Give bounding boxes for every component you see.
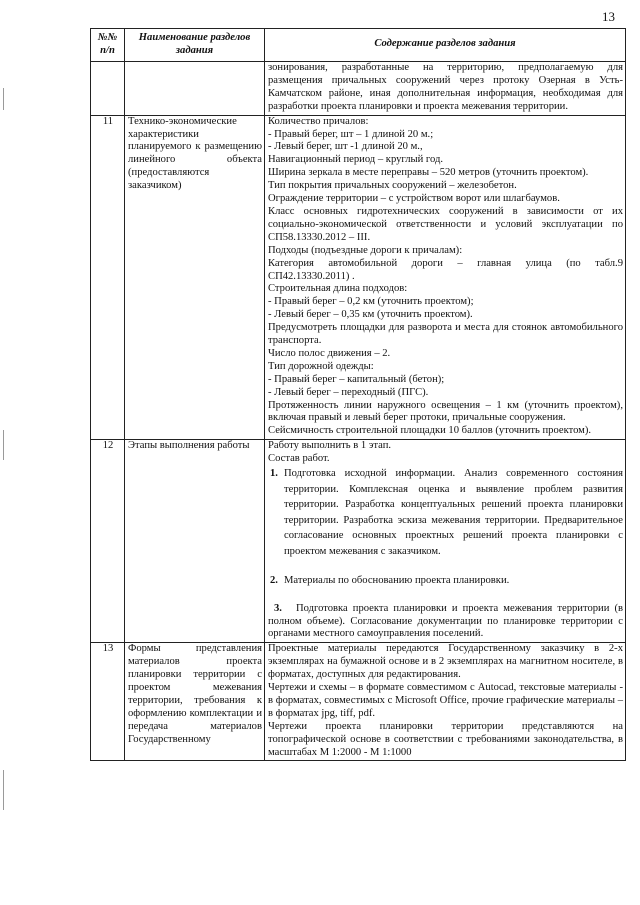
page-number: 13	[602, 9, 615, 24]
list-item	[268, 603, 623, 642]
row-number-cell	[91, 62, 125, 116]
table-row	[91, 440, 626, 643]
content-line: Состав работ.	[268, 453, 330, 465]
list-item-number: 2.	[270, 575, 278, 587]
content-line: Навигационный период – круглый год.	[268, 154, 444, 166]
content-line: Тип покрытия причальных сооружений – железобетон.	[268, 180, 517, 192]
row-content-cell	[265, 62, 626, 116]
row-content-cell	[265, 643, 626, 761]
content-line: Ограждение территории – с устройством ворот или шлагбаумов.	[268, 193, 560, 205]
list-item-text: Подготовка проекта планировки и проекта межевания территории (в полном объеме). Согласование документации по планировке территории с органами местного самоуправления поселений.	[268, 602, 623, 640]
table-row	[91, 643, 626, 761]
content-line: Подходы (подъездные дороги к причалам):	[268, 244, 463, 256]
content-line: Строительная длина подходов:	[268, 283, 408, 295]
content-line: Протяженность линии наружного освещения – 1 км (уточнить проектом), включая правый и левый берег протоки, причальные сооружения.	[268, 399, 623, 424]
list-item	[268, 466, 623, 559]
row-number-cell: 11	[91, 115, 125, 440]
table-row	[91, 62, 626, 116]
content-paragraph: Чертежи проекта планировки территории представляются на топографической основе в соответствии с требованиями законодательства, в масштабах М 1:2000 - М 1:1000	[268, 720, 623, 758]
table-header-row	[91, 29, 626, 62]
content-line: Работу выполнить в 1 этап.	[268, 440, 392, 452]
row-name-cell: Этапы выполнения работы	[125, 440, 265, 643]
row-name-cell: Формы представления материалов проекта планировки территории с проектом межевания территории, требования к оформлению комплектации и передача материалов Государственному	[125, 643, 265, 761]
row-name-cell: Технико-экономические характеристики планируемого к размещению линейного объекта (предоставляются заказчиком)	[125, 115, 265, 440]
row-number-cell: 13	[91, 643, 125, 761]
content-line: Класс основных гидротехнических сооружений в зависимости от их социально-экономической ответственности и условий эксплуатации по СП58.13330.2012 – III.	[268, 205, 623, 243]
content-line: - Правый берег, шт – 1 длиной 20 м.;	[268, 128, 434, 140]
content-line: - Левый берег – переходный (ПГС).	[268, 386, 429, 398]
list-item-number: 3.	[274, 602, 282, 614]
list-item-text: Материалы по обоснованию проекта планировки.	[284, 575, 510, 587]
scan-edge-mark	[3, 430, 4, 460]
content-line: Ширина зеркала в месте переправы – 520 метров (уточнить проектом).	[268, 167, 589, 179]
content-line: - Левый берег, шт -1 длиной 20 м.,	[268, 141, 423, 153]
content-line: Количество причалов:	[268, 115, 369, 127]
content-line: - Правый берег – капитальный (бетон);	[268, 373, 445, 385]
content-line: Категория автомобильной дороги – главная улица (по табл.9 СП42.13330.2011) .	[268, 257, 623, 282]
header-section-content: Содержание разделов задания	[265, 29, 626, 62]
content-line: Предусмотреть площадки для разворота и места для стоянок автомобильного транспорта.	[268, 322, 623, 347]
assignment-table	[90, 28, 626, 761]
content-paragraph: зонирования, разработанные на территорию, предполагаемую для размещения причальных сооружений через протоку Озерная в Усть-Камчатском районе, иная дополнительная информация, необходимая для разработки проекта планировки и проекта межевания территории.	[268, 62, 623, 112]
content-paragraph: Проектные материалы передаются Государственному заказчику в 2-х экземплярах на бумажной основе и в 2 экземплярах на магнитном носителе, в форматах, доступных для редактирования.	[268, 643, 623, 681]
row-content-cell	[265, 440, 626, 643]
content-line: Тип дорожной одежды:	[268, 360, 374, 372]
scan-edge-mark	[3, 770, 4, 810]
content-line: Сейсмичность строительной площадки 10 баллов (уточнить проектом).	[268, 425, 592, 437]
header-number: №№ п/п	[91, 29, 125, 62]
row-number-cell: 12	[91, 440, 125, 643]
header-section-name: Наименование разделов задания	[125, 29, 265, 62]
list-item-text: Подготовка исходной информации. Анализ современного состояния территории. Комплексная оценка и выявление проблем развития территории. Разработка концептуальных решений проекта планировки территории. Разработка эскиза межевания территории. Предварительное согласование основных проектных решений проекта планировки с проектом межевания с заказчиком.	[284, 468, 623, 557]
content-line: Число полос движения – 2.	[268, 347, 391, 359]
row-content-cell	[265, 115, 626, 440]
table-row	[91, 115, 626, 440]
content-line: - Правый берег – 0,2 км (уточнить проектом);	[268, 296, 474, 308]
scan-edge-mark	[3, 88, 4, 110]
list-item-number: 1.	[270, 468, 278, 480]
content-line: - Левый берег – 0,35 км (уточнить проектом).	[268, 309, 473, 321]
list-item	[268, 573, 623, 589]
content-paragraph: Чертежи и схемы – в формате совместимом с Autocad, текстовые материалы - в форматах, совместимых с Microsoft Office, прочие графические материалы – в форматах jpg, tiff, pdf.	[268, 682, 623, 719]
row-name-cell	[125, 62, 265, 116]
